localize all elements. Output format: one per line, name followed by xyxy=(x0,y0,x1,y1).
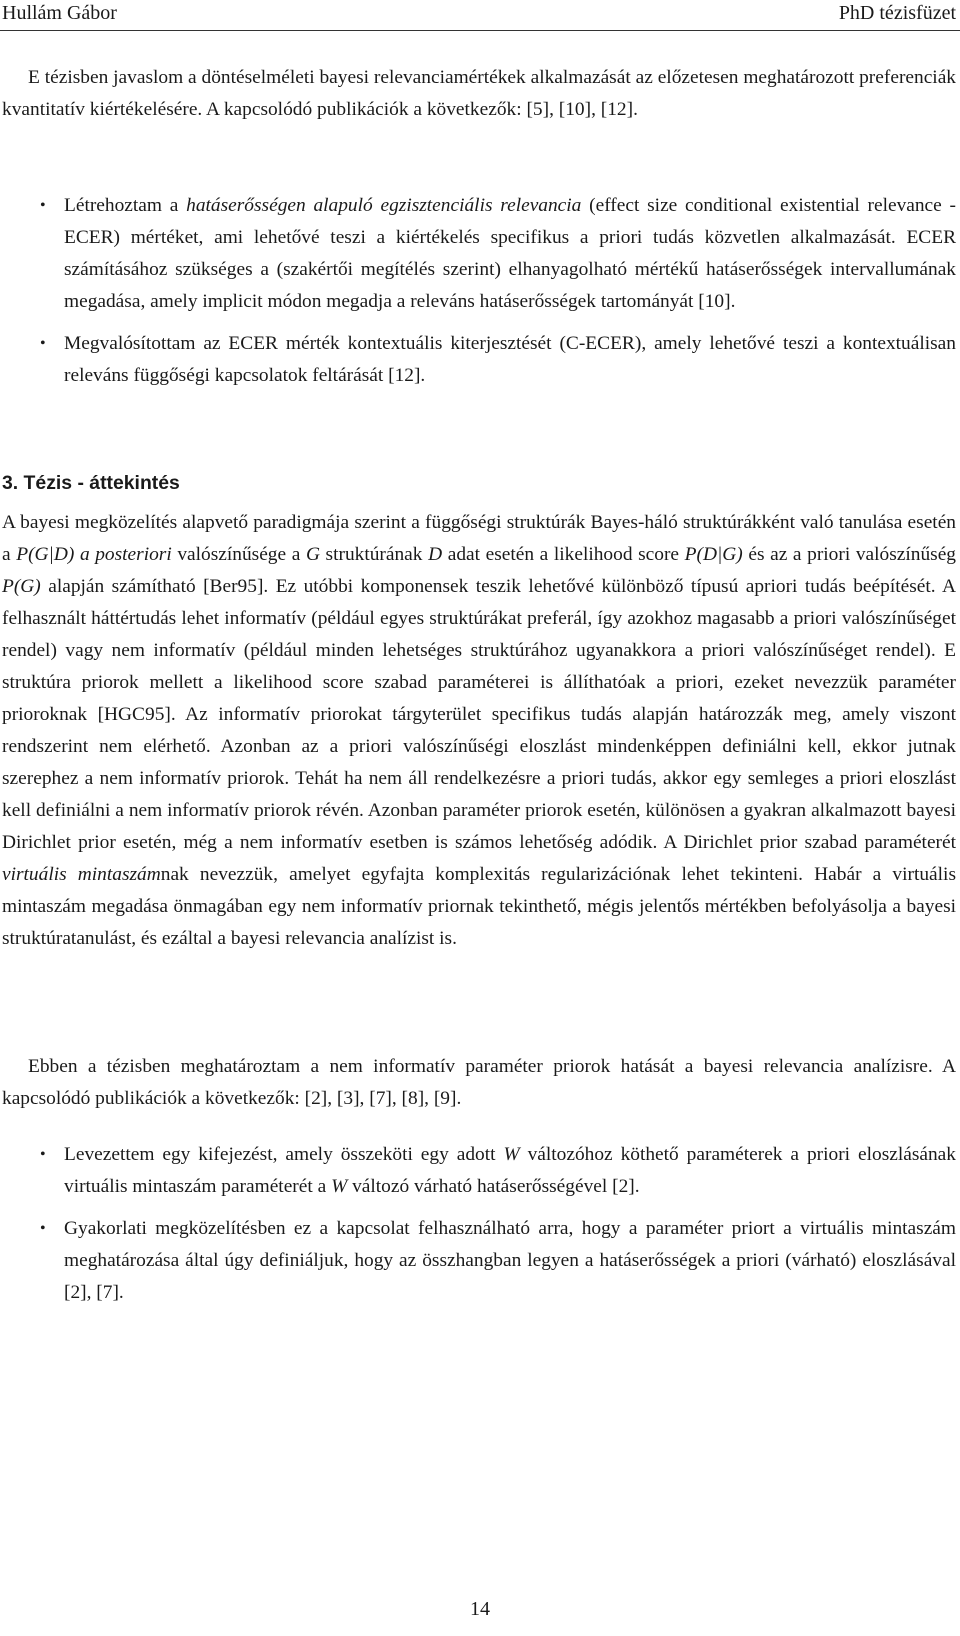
emphasis-term: virtuális mintaszám xyxy=(2,864,161,885)
bullet-icon: • xyxy=(40,197,46,214)
intro-paragraph: E tézisben javaslom a döntéselméleti bayesi relevanciamértékek alkalmazását az előzetesen meghatározott preferenciák kvantitatív kiértékelésére. A kapcsolódó publikációk a következők: [5], [10], [12]. xyxy=(2,67,956,120)
section-body-paragraph: A bayesi megközelítés alapvető paradigmája szerint a függőségi struktúrák Bayes-háló struktúrákként való tanulása esetén a P(G|D) a posteriori valószínűsége a G struktúrának D adat esetén a likelihood score P(D|G) és az a priori valószínűség P(G) alapján számítható [Ber95]. Ez utóbbi komponensek teszik lehetővé különböző típusú apriori tudás beépítését. A felhasznált háttértudás lehet informatív (például egyes struktúrákat preferál, így azokhoz magasabb a priori valószínűséget rendel) vagy nem informatív (például minden lehetséges struktúrához ugyanakkora a priori valószínűséget rendel). E struktúra priorok mellett a likelihood score szabad paraméterei is állíthatóak a priori, ezeket nevezzük paraméter prioroknak [HGC95]. Az informatív priorokat tárgyterület specifikus tudás alapján határozzák meg, amely viszont rendszerint nem elérhető. Azonban az a priori valószínűségi eloszlást mindenképpen definiálni kell, ekkor jutnak szerephez a nem informatív priorok. Tehát ha nem áll rendelkezésre a priori tudás, akkor egy semleges a priori eloszlást kell definiálni a nem informatív priorok révén. Azonban paraméter priorok esetén, különösen a gyakran alkalmazott bayesi Dirichlet prior esetén, még a nem informatív esetben is számos lehetőség adódik. A Dirichlet prior szabad paraméterét virtuális mintaszámnak nevezzük, amelyet egyfajta komplexitás regularizációnak lehet tekinteni. Habár a virtuális mintaszám megadása önmagában egy nem informatív priornak tekinthető, mégis jelentős mértékben befolyásolja a bayesi struktúratanulást, és ezáltal a bayesi relevancia analízist is. xyxy=(2,512,956,949)
math-expression: P(D|G) xyxy=(684,544,743,565)
list-item: • Gyakorlati megközelítésben ez a kapcsolat felhasználható arra, hogy a paraméter priort a virtuális mintaszám meghatározása által úgy definiáljuk, hogy az összhangban legyen a hatáserősségek a priori (várható) eloszlásával [2], [7]. xyxy=(0,1213,956,1309)
math-expression: D xyxy=(428,544,443,565)
page-number: 14 xyxy=(470,1598,490,1620)
header-rule xyxy=(0,30,960,31)
math-expression: W xyxy=(331,1176,348,1197)
list-item: • Levezettem egy kifejezést, amely összeköti egy adott W változóhoz köthető paraméterek a priori eloszlásának virtuális mintaszám paraméterét a W változó várható hatáserősségével [2]. xyxy=(0,1139,956,1203)
emphasis-term: hatáserősségen alapuló egzisztenciális relevancia xyxy=(186,195,582,216)
bullet-icon: • xyxy=(40,335,46,352)
running-header xyxy=(0,0,960,34)
math-expression: P(G|D) xyxy=(16,544,75,565)
math-expression: W xyxy=(503,1144,520,1165)
thesis-bullet-list-1 xyxy=(0,190,956,392)
emphasis-term: a posteriori xyxy=(79,544,172,565)
math-expression: P(G) xyxy=(2,576,41,597)
bullet-icon: • xyxy=(40,1146,46,1163)
thesis-bullet-list-2 xyxy=(0,1139,956,1309)
math-expression: G xyxy=(305,544,320,565)
list-item: • Megvalósítottam az ECER mérték kontextuális kiterjesztését (C-ECER), amely lehetővé teszi a kontextuálisan releváns függőségi kapcsolatok feltárását [12]. xyxy=(0,328,956,392)
list-item: • Létrehoztam a hatáserősségen alapuló egzisztenciális relevancia (effect size conditional existential relevance - ECER) mértéket, ami lehetővé teszi a kiértékelés specifikus a priori tudás közvetlen alkalmazását. ECER számításához szükséges a (szakértői megítélés szerint) elhanyagolható mértékű hatáserősségek intervallumának megadása, amely implicit módon megadja a releváns hatáserősségek tartományát [10]. xyxy=(0,190,956,318)
second-paragraph: Ebben a tézisben meghatároztam a nem informatív paraméter priorok hatását a bayesi relevancia analízisre. A kapcsolódó publikációk a következők: [2], [3], [7], [8], [9]. xyxy=(2,1056,956,1109)
section-heading: 3. Tézis - áttekintés xyxy=(2,472,180,494)
header-author: Hullám Gábor xyxy=(2,2,117,24)
header-doc-type: PhD tézisfüzet xyxy=(838,2,956,24)
bullet-icon: • xyxy=(40,1220,46,1237)
